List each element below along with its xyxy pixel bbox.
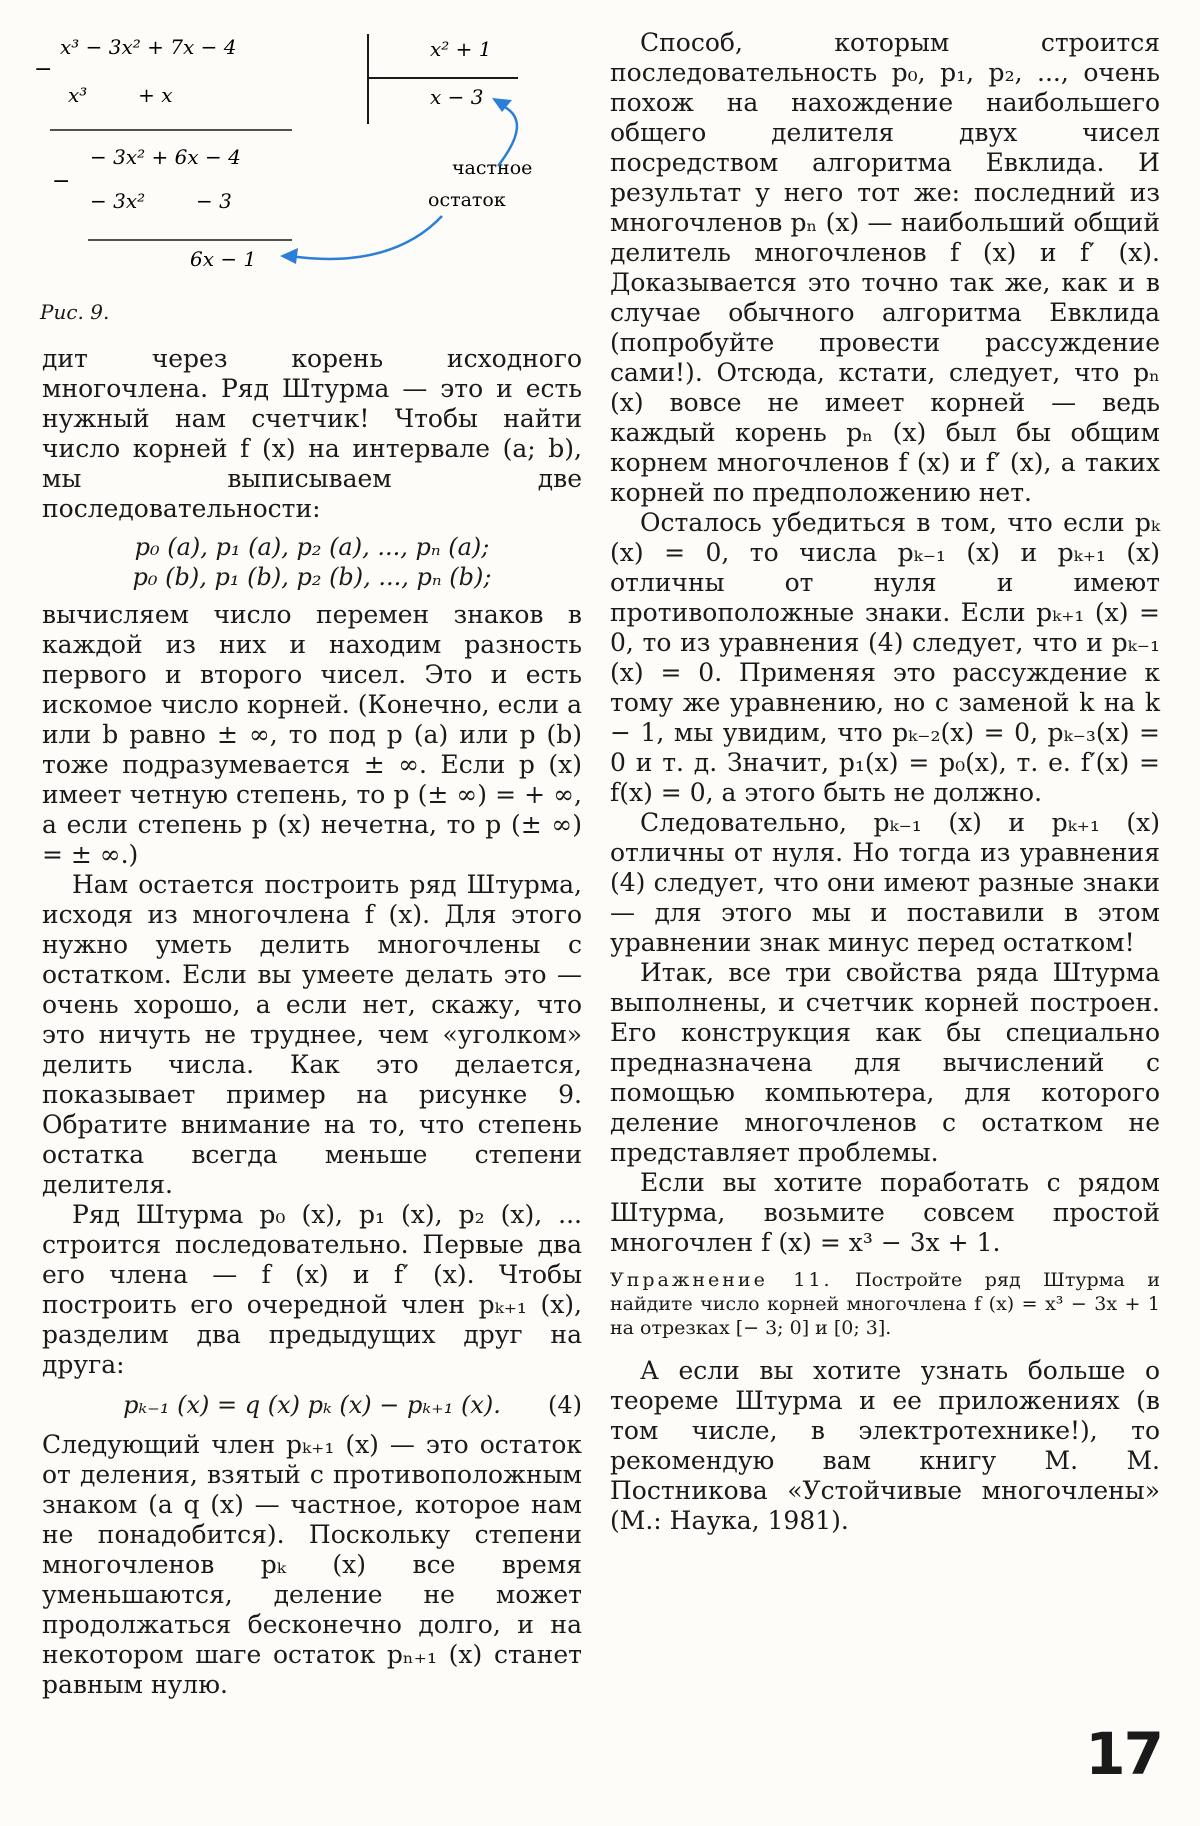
right-paragraph-3: Следовательно, pₖ₋₁ (x) и pₖ₊₁ (x) отличны от нуля. Но тогда из уравнения (4) следует, что они имеют разные знаки — для этого мы и поставили в этом уравнении знак минус перед остатком! [610, 808, 1160, 957]
equation-4 [42, 1390, 582, 1420]
figure-minus-2: − [52, 169, 71, 194]
right-paragraph-5: Если вы хотите поработать с рядом Штурма, возьмите совсем простой многочлен f (x) = x³ − 3x + 1. [610, 1168, 1160, 1257]
left-paragraph-4: Ряд Штурма p₀ (x), p₁ (x), p₂ (x), ... строится последовательно. Первые два его члена — f (x) и f′ (x). Чтобы построить его очередной член pₖ₊₁ (x), разделим два предыдущих друг на друга: [42, 1200, 582, 1379]
right-column [610, 28, 1160, 1536]
right-paragraph-1: Способ, которым строится последовательность p₀, p₁, p₂, ..., очень похож на нахождение наибольшего общего делителя двух чисел посредством алгоритма Евклида. И результат у него тот же: последний из многочленов pₙ (x) — наибольший общий делитель многочленов f (x) и f′ (x). Доказывается это точно так же, как и в случае обычного алгоритма Евклида (попробуйте провести рассуждение сами!). Отсюда, кстати, следует, что pₙ (x) вовсе не имеет корней — ведь каждый корень pₙ (x) был бы общим корнем многочленов f (x) и f′ (x), а таких корней по предположению нет. [610, 28, 1160, 507]
equation-4-number: (4) [548, 1391, 582, 1419]
fig-label-quotient: частное [452, 157, 533, 179]
left-paragraph-5: Следующий член pₖ₊₁ (x) — это остаток от деления, взятый с противоположным знаком (а q (x) — частное, которое нам не понадобится). Поскольку степени многочленов pₖ (x) все время уменьшаются, деление не может продолжаться бесконечно долго, и на некотором шаге остаток pₙ₊₁ (x) станет равным нулю. [42, 1430, 582, 1699]
division-figure [30, 20, 590, 290]
fig-sub1: x³ + x [68, 83, 173, 107]
fig-rem1: − 3x² + 6x − 4 [90, 145, 241, 169]
right-paragraph-2: Осталось убедиться в том, что если pₖ (x) = 0, то числа pₖ₋₁ (x) и pₖ₊₁ (x) отличны от нуля и имеют противоположные знаки. Если pₖ₊₁ (x) = 0, то из уравнения (4) следует, что и pₖ₋₁ (x) = 0. Применяя это рассуждение к тому же уравнению, но с заменой k на k − 1, мы увидим, что pₖ₋₂(x) = 0, pₖ₋₃(x) = 0 и т. д. Значит, p₁(x) = p₀(x), т. е. f′(x) = f(x) = 0, а этого быть не должно. [610, 508, 1160, 807]
left-paragraph-1: дит через корень исходного многочлена. Ряд Штурма — это и есть нужный нам счетчик! Чтобы найти число корней f (x) на интервале (a; b), мы выписываем две последовательности: [42, 344, 582, 523]
fig-label-remainder: остаток [428, 189, 506, 211]
left-column [42, 344, 582, 1700]
left-paragraph-3: Нам остается построить ряд Штурма, исходя из многочлена f (x). Для этого нужно уметь делить многочлены с остатком. Если вы умеете делать это — очень хорошо, а если нет, скажу, что это ничуть не труднее, чем «уголком» делить числа. Как это делается, показывает пример на рисунке 9. Обратите внимание на то, что степень остатка всегда меньше степени делителя. [42, 870, 582, 1199]
fig-dividend: x³ − 3x² + 7x − 4 [60, 35, 237, 59]
sequence-a: p₀ (a), p₁ (a), p₂ (a), ..., pₙ (a); [134, 533, 490, 561]
fig-quotient: x − 3 [430, 85, 484, 109]
left-paragraph-2: вычисляем число перемен знаков в каждой из них и находим разность первого и второго чисел. Это и есть искомое число корней. (Конечно, если a или b равно ± ∞, то под p (a) или p (b) тоже подразумевается ± ∞. Если p (x) имеет четную степень, то p (± ∞) = + ∞, а если степень p (x) нечетна, то p (± ∞) = ± ∞.) [42, 600, 582, 869]
page-number: 17 [1085, 1720, 1162, 1788]
remainder-arrowhead [280, 248, 298, 264]
right-paragraph-4: Итак, все три свойства ряда Штурма выполнены, и счетчик корней построен. Его конструкция как бы специально предназначена для вычислений с помощью компьютера, для которого деление многочленов с остатком не представляет проблемы. [610, 958, 1160, 1167]
exercise-label: Упражнение 11. [610, 1269, 833, 1291]
equation-4-formula: pₖ₋₁ (x) = q (x) pₖ (x) − pₖ₊₁ (x). [123, 1391, 501, 1419]
exercise-text: Постройте ряд Штурма и найдите число корней многочлена f (x) = x³ − 3x + 1 на отрезках [− 3; 0] и [0; 3]. [610, 1269, 1160, 1339]
right-paragraph-6: А если вы хотите узнать больше о теореме Штурма и ее приложениях (в том числе, в электротехнике!), то рекомендую вам книгу М. М. Постникова «Устойчивые многочлены» (М.: Наука, 1981). [610, 1356, 1160, 1535]
sequence-b: p₀ (b), p₁ (b), p₂ (b), ..., pₙ (b); [132, 563, 492, 591]
remainder-arrow [290, 216, 442, 259]
figure-minus-1: − [34, 57, 53, 82]
fig-sub2: − 3x² − 3 [90, 189, 232, 213]
fig-divisor: x² + 1 [430, 37, 492, 61]
figure-caption: Рис. 9. [40, 300, 110, 324]
fig-remainder: 6x − 1 [190, 247, 257, 271]
exercise-11 [610, 1268, 1160, 1340]
